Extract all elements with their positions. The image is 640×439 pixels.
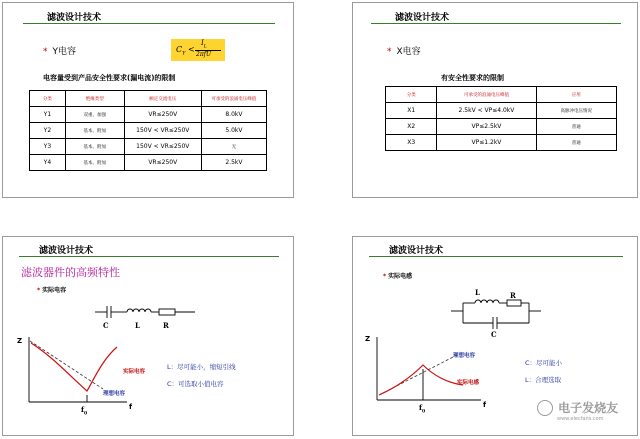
- actual-capacitor-legend: 实际电容: [123, 369, 146, 375]
- heading-text: X电容: [396, 47, 421, 57]
- table-cell: Y1: [30, 107, 66, 123]
- table-cell: 双重、加强: [65, 107, 124, 123]
- y-cap-table: [29, 90, 267, 171]
- slide-header: 滤波设计技术: [389, 246, 444, 256]
- table-cell: 2.5kV < VP≤4.0kV: [437, 103, 536, 119]
- table-cell: 150V < VR≤250V: [124, 123, 201, 139]
- table-cell: 高脉冲电压情况: [536, 103, 616, 119]
- watermark-logo-icon: [537, 400, 553, 416]
- col-header: 绝缘类型: [65, 91, 124, 107]
- watermark-url: www.elecfans.com: [557, 416, 604, 422]
- star-icon: *: [37, 287, 41, 294]
- slide-header: 滤波设计技术: [39, 246, 94, 256]
- table-cell: VP≤2.5kV: [437, 119, 536, 135]
- actual-inductor-legend: 实际电感: [457, 380, 480, 386]
- table-row: [30, 139, 267, 155]
- table-header-row: [386, 87, 617, 103]
- table-row: [30, 123, 267, 139]
- slide-x-capacitor[interactable]: [352, 2, 638, 198]
- table-cell: 8.0kV: [201, 107, 266, 123]
- table-cell: VR≤250V: [124, 107, 201, 123]
- table-cell: Y3: [30, 139, 66, 155]
- axis-z-label: Z: [17, 337, 23, 345]
- heading-bullet: [43, 44, 76, 57]
- table-cell: Y2: [30, 123, 66, 139]
- circuit-label-l: L: [475, 288, 480, 297]
- heading-text: 实际电感: [388, 273, 413, 280]
- circuit-label-l: L: [135, 321, 140, 330]
- note-inductance: L：尽可能小，缩短引线: [167, 363, 236, 371]
- table-row: [30, 155, 267, 171]
- table-cell: 普通: [536, 119, 616, 135]
- formula-lt: <: [188, 45, 195, 54]
- note-capacitance: C：可选取小值电容: [167, 380, 224, 388]
- ideal-capacitor-legend: 理想电容: [453, 353, 476, 359]
- heading-text: 实际电容: [42, 287, 67, 294]
- slide-y-capacitor[interactable]: [2, 2, 294, 198]
- col-header: 可承受的浪涌电压峰值: [201, 91, 266, 107]
- slide-header: 滤波设计技术: [47, 13, 102, 23]
- formula-denominator: 2πfU: [196, 51, 212, 58]
- formula-box: [171, 39, 225, 61]
- circuit-label-c: C: [491, 330, 497, 339]
- note-inductance: L：合理选取: [525, 376, 562, 384]
- table-cell: 基本、附加: [65, 155, 124, 171]
- circuit-label-r: R: [510, 291, 516, 300]
- col-header: 额定交流电压: [124, 91, 201, 107]
- table-cell: X3: [386, 135, 437, 151]
- star-icon: *: [383, 273, 387, 280]
- star-icon: *: [43, 47, 48, 57]
- table-cell: VR≤250V: [124, 155, 201, 171]
- table-row: [30, 107, 267, 123]
- heading-bullet: [387, 44, 421, 57]
- axis-f-label: f: [483, 401, 487, 409]
- slide-real-inductor[interactable]: [352, 236, 638, 436]
- f0-label: $f_0$: [419, 403, 426, 415]
- slide-subtitle: 有安全性要求的限制: [441, 74, 504, 82]
- table-cell: 基本、附加: [65, 123, 124, 139]
- table-header-row: [30, 91, 267, 107]
- table-cell: X1: [386, 103, 437, 119]
- table-cell: 普通: [536, 135, 616, 151]
- table-row: [386, 135, 617, 151]
- table-cell: Y4: [30, 155, 66, 171]
- col-header: 分类: [30, 91, 66, 107]
- axis-f-label: f: [129, 403, 133, 411]
- x-cap-table: [385, 86, 617, 151]
- slide-subtitle: 电容量受到产品安全性要求(漏电流)的限制: [43, 74, 176, 82]
- heading-text: Y电容: [52, 47, 76, 57]
- table-cell: 无: [201, 139, 266, 155]
- table-cell: 150V < VR≤250V: [124, 139, 201, 155]
- note-capacitance: C：尽可能小: [525, 359, 563, 367]
- col-header: 可承受的浪涌电压峰值: [437, 87, 536, 103]
- f0-label: $f_0$: [81, 405, 88, 417]
- col-header: 应用: [536, 87, 616, 103]
- table-cell: 基本、附加: [65, 139, 124, 155]
- slide-header: 滤波设计技术: [395, 13, 450, 23]
- header-rule: [371, 23, 621, 24]
- table-cell: 5.0kV: [201, 123, 266, 139]
- star-icon: *: [387, 47, 392, 57]
- col-header: 分类: [386, 87, 437, 103]
- table-cell: X2: [386, 119, 437, 135]
- formula-lhs: $C_Y$: [176, 45, 186, 57]
- circuit-label-c: C: [103, 321, 109, 330]
- table-row: [386, 119, 617, 135]
- slide-real-capacitor[interactable]: [2, 236, 294, 436]
- axis-z-label: Z: [365, 335, 371, 343]
- circuit-label-r: R: [163, 321, 169, 330]
- impedance-plot: [3, 237, 294, 436]
- table-row: [386, 103, 617, 119]
- table-cell: VP≤1.2kV: [437, 135, 536, 151]
- table-cell: 2.5kV: [201, 155, 266, 171]
- header-rule: [23, 23, 275, 24]
- watermark-text: 电子发烧友: [558, 401, 619, 415]
- watermark: [537, 397, 618, 422]
- formula-numerator: $I_L$: [201, 39, 207, 50]
- slide-big-title: 滤波器件的高频特性: [21, 266, 120, 279]
- actual-inductor-curve: [379, 365, 463, 395]
- ideal-capacitor-legend: 理想电容: [103, 391, 126, 397]
